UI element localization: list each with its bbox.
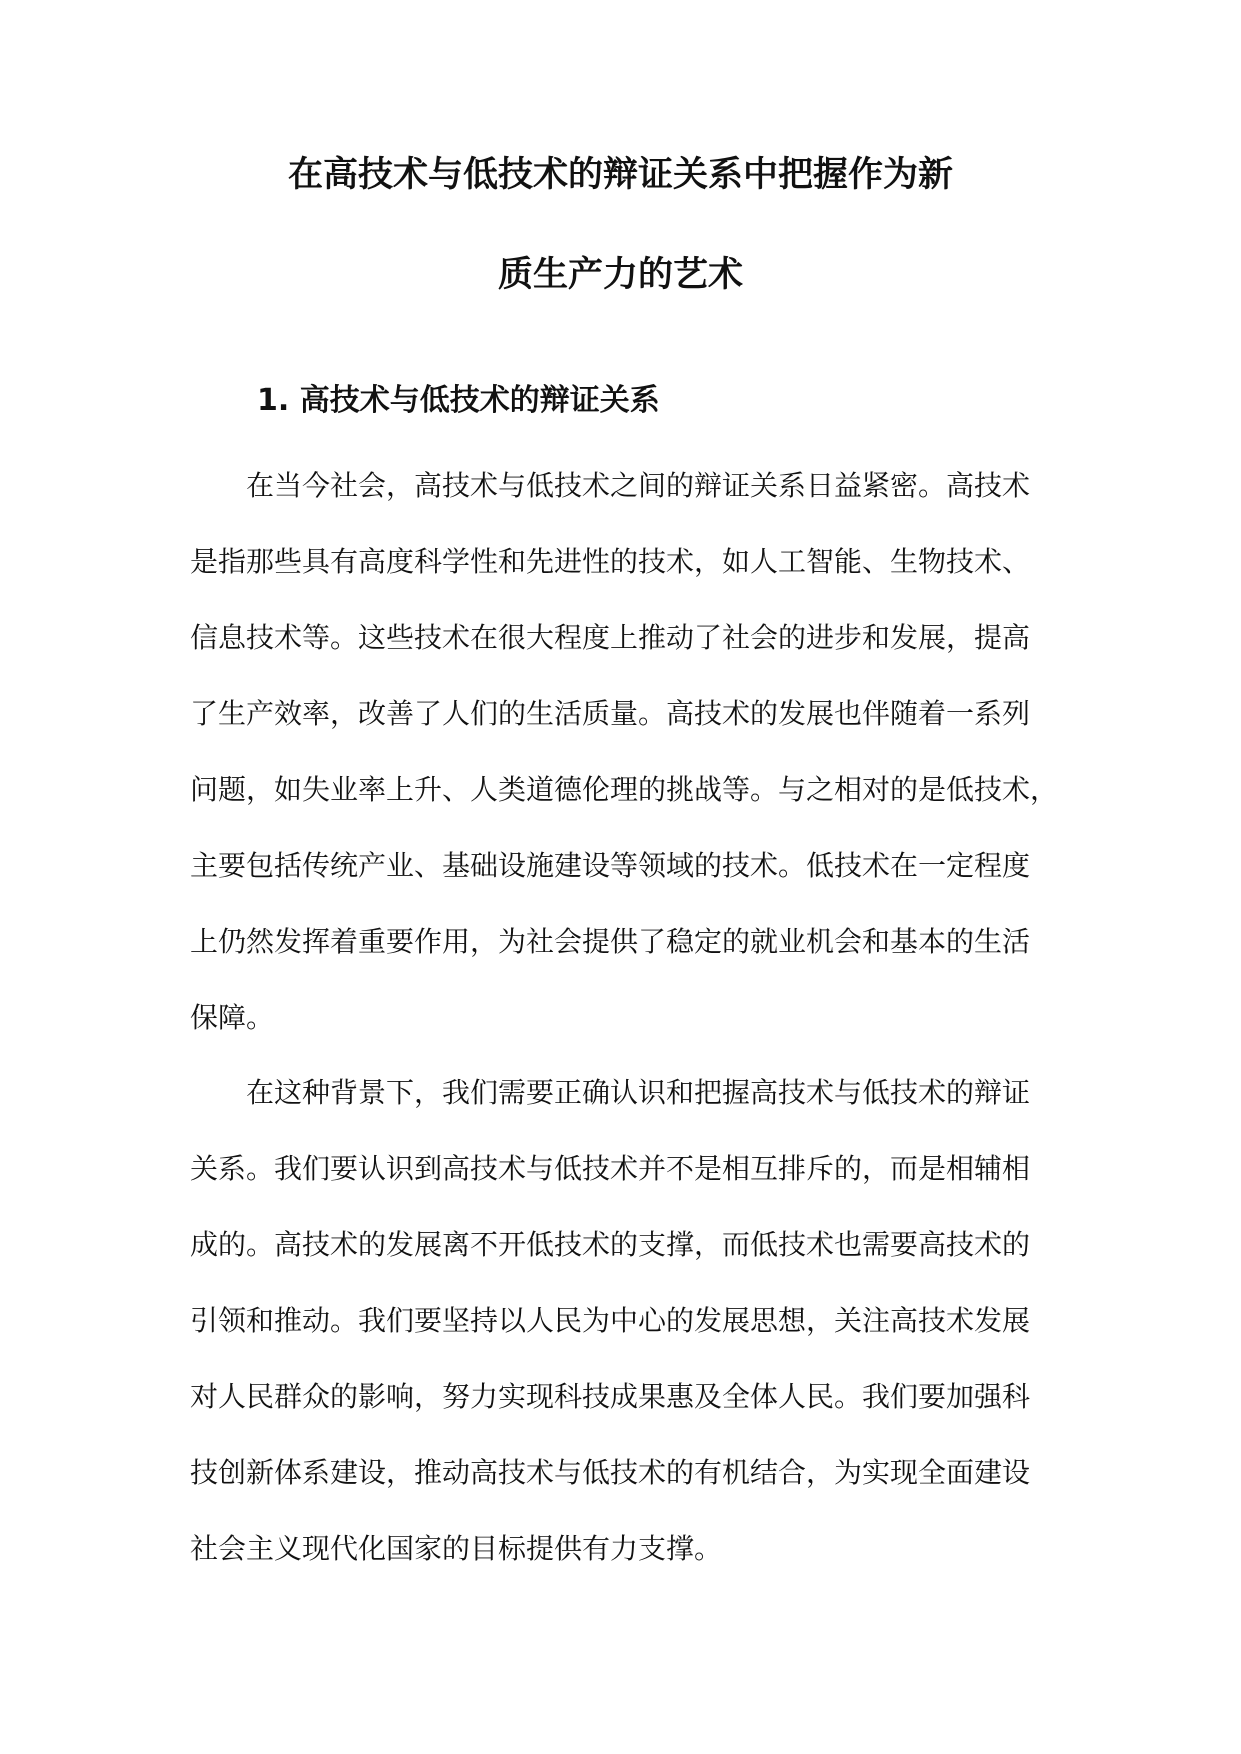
paragraph-line: 对人民群众的影响，努力实现科技成果惠及全体人民。我们要加强科	[190, 1380, 1031, 1413]
section-heading: 1. 高技术与低技术的辩证关系	[257, 383, 660, 418]
paragraph-line: 主要包括传统产业、基础设施建设等领域的技术。低技术在一定程度	[190, 849, 1031, 882]
paragraph-2	[190, 1055, 1070, 1587]
paragraph-line: 信息技术等。这些技术在很大程度上推动了社会的进步和发展，提高	[190, 621, 1031, 654]
document-title-line-1: 在高技术与低技术的辩证关系中把握作为新	[287, 155, 953, 195]
paragraph-line: 引领和推动。我们要坚持以人民为中心的发展思想，关注高技术发展	[190, 1304, 1031, 1337]
paragraph-line: 保障。	[190, 1001, 275, 1034]
paragraph-line: 上仍然发挥着重要作用，为社会提供了稳定的就业机会和基本的生活	[190, 925, 1031, 958]
paragraph-line: 成的。高技术的发展离不开低技术的支撑，而低技术也需要高技术的	[190, 1228, 1031, 1261]
paragraph-line: 社会主义现代化国家的目标提供有力支撑。	[190, 1532, 723, 1565]
paragraph-line: 在这种背景下，我们需要正确认识和把握高技术与低技术的辩证	[246, 1076, 1031, 1109]
document-title-line-2: 质生产力的艺术	[497, 255, 743, 295]
paragraph-line: 关系。我们要认识到高技术与低技术并不是相互排斥的，而是相辅相	[190, 1152, 1031, 1185]
paragraph-line: 在当今社会，高技术与低技术之间的辩证关系日益紧密。高技术	[246, 469, 1031, 502]
paragraph-line: 是指那些具有高度科学性和先进性的技术，如人工智能、生物技术、	[190, 545, 1031, 578]
paragraph-line: 了生产效率，改善了人们的生活质量。高技术的发展也伴随着一系列	[190, 697, 1031, 730]
paragraph-1	[190, 448, 1070, 1056]
paragraph-line: 技创新体系建设，推动高技术与低技术的有机结合，为实现全面建设	[190, 1456, 1031, 1489]
paragraph-line: 问题，如失业率上升、人类道德伦理的挑战等。与之相对的是低技术，	[190, 773, 1059, 806]
